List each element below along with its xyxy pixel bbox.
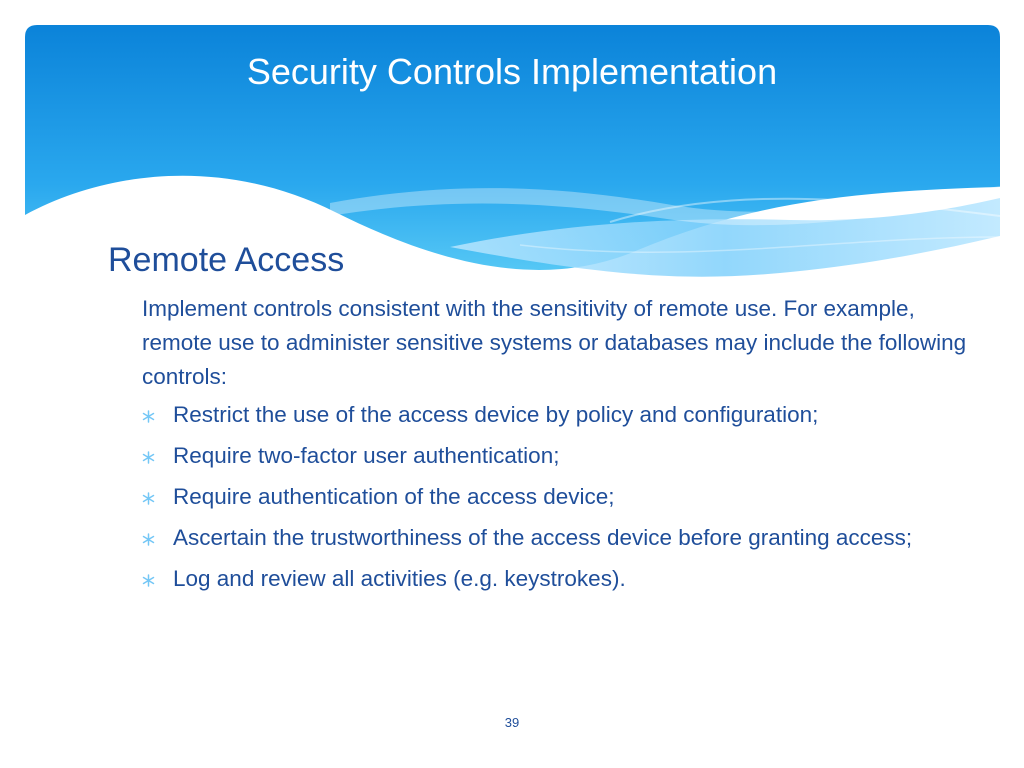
page-number: 39 xyxy=(504,715,520,730)
bullet-item-trustworthiness xyxy=(142,521,987,555)
bullet-text: Require authentication of the access device; xyxy=(173,484,615,509)
section-heading: Remote Access xyxy=(108,241,345,279)
asterisk-bullet-icon xyxy=(142,410,155,423)
bullet-item-device-authentication xyxy=(142,480,987,514)
bullet-text: Restrict the use of the access device by policy and configuration; xyxy=(173,402,819,427)
slide-title: Security Controls Implementation xyxy=(246,51,778,92)
asterisk-bullet-icon xyxy=(142,533,155,546)
bullet-item-log-review xyxy=(142,562,987,596)
asterisk-bullet-icon xyxy=(142,574,155,587)
controls-list xyxy=(142,398,987,603)
bullet-text: Log and review all activities (e.g. keystrokes). xyxy=(173,566,626,591)
bullet-item-two-factor xyxy=(142,439,987,473)
bullet-item-restrict-device xyxy=(142,398,987,432)
intro-paragraph: Implement controls consistent with the sensitivity of remote use. For example, remote use to administer sensitive systems or databases may include the following controls: xyxy=(142,296,967,389)
asterisk-bullet-icon xyxy=(142,492,155,505)
asterisk-bullet-icon xyxy=(142,451,155,464)
bullet-text: Ascertain the trustworthiness of the access device before granting access; xyxy=(173,525,913,550)
bullet-text: Require two-factor user authentication; xyxy=(173,443,560,468)
